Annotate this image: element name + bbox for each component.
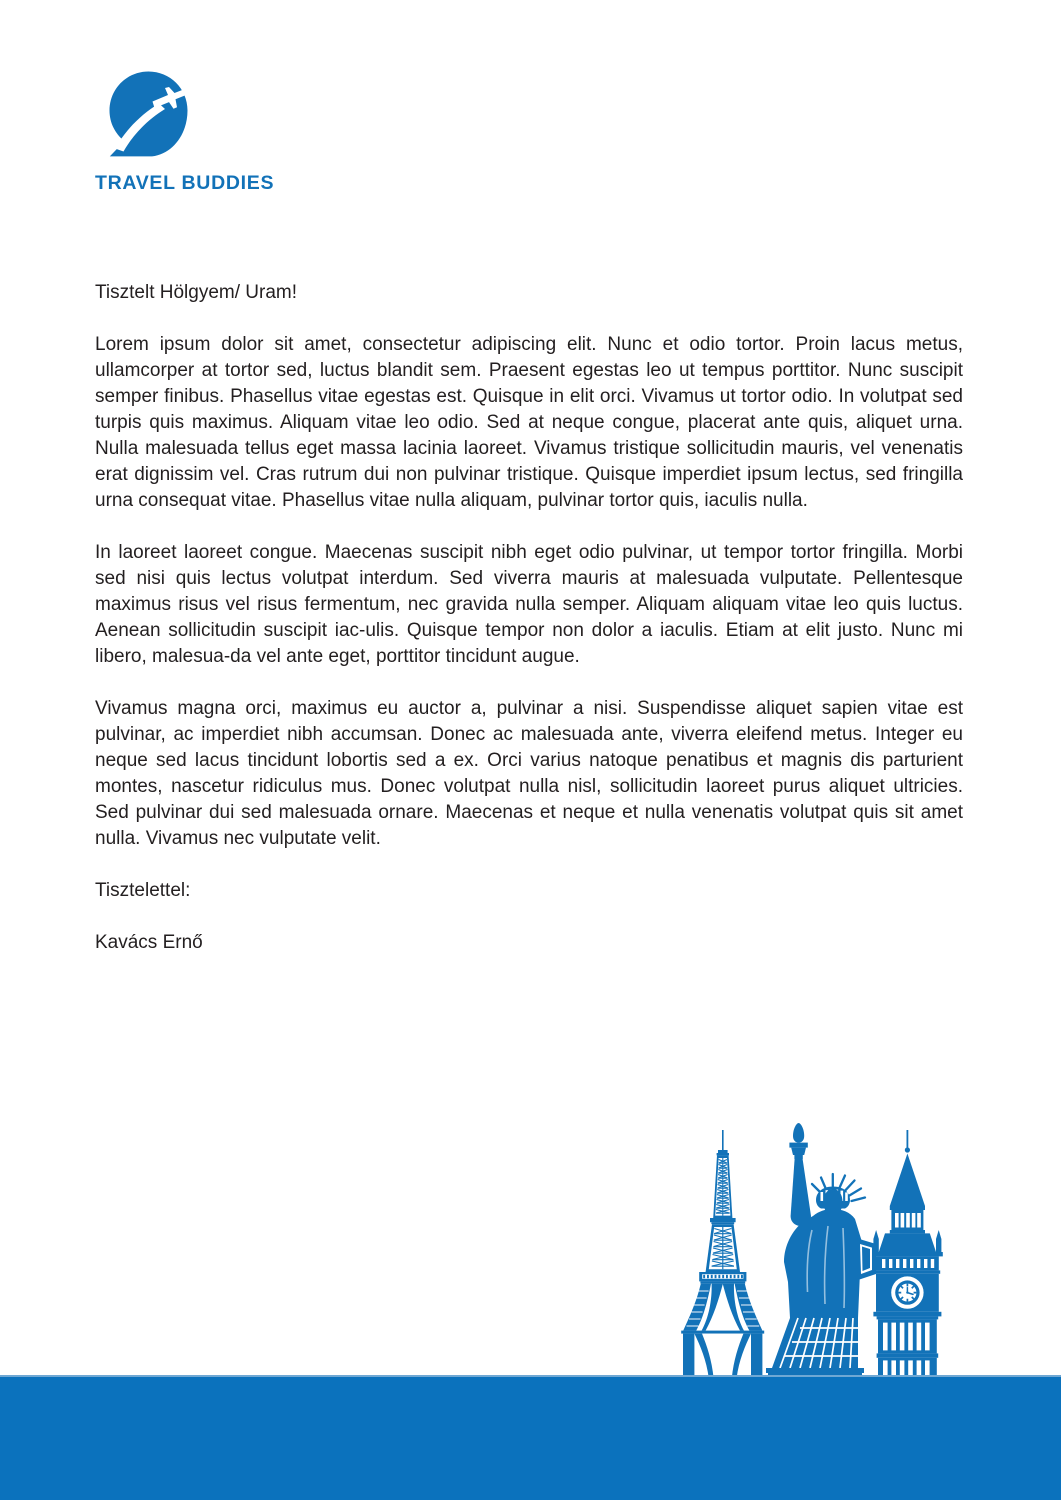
- letter-salutation: Tisztelt Hölgyem/ Uram!: [95, 282, 297, 303]
- big-ben-icon: [872, 1130, 943, 1380]
- statue-of-liberty-icon: [766, 1123, 876, 1378]
- eiffel-tower-icon: [681, 1130, 764, 1378]
- letter-closing: Tisztelettel:: [95, 880, 191, 901]
- letter-paragraph-1: Lorem ipsum dolor sit amet, consectetur adipiscing elit. Nunc et odio tortor. Proin lacus metus, ullamcorper at tortor sed, luctus blandit sem. Praesent egestas leo ut tempus porttitor. Nunc suscipit semper finibus. Phasellus vitae egestas est. Quisque in elit orci. Vivamus ut tortor odio. In volutpat sed turpis quis maximus. Aliquam vitae leo odio. Sed at neque congue, placerat ante quis, aliquet urna. Nulla malesuada tellus eget massa lacinia laoreet. Vivamus tristique sollicitudin mauris, vel venenatis erat dignissim vel. Cras rutrum dui non pulvinar tristique. Quisque imperdiet ipsum lectus, sed fringilla urna consequat vitae. Phasellus vitae nulla aliquam, pulvinar tortor quis, iaculis nulla.: [95, 334, 963, 511]
- letter-paragraph-3: Vivamus magna orci, maximus eu auctor a, pulvinar a nisi. Suspendisse aliquet sapien vitae est pulvinar, ac imperdiet nibh accumsan. Donec ac malesuada ante, viverra eleifend metus. Integer eu neque sed lacus tincidunt lobortis sed a ex. Orci varius natoque penatibus et magnis dis parturient montes, nascetur ridiculus mus. Donec volutpat nulla nisl, sollicitudin laoreet purus aliquet ultricies. Sed pulvinar dui sed malesuada ornare. Maecenas et neque et nulla venenatis volutpat quis sit amet nulla. Vivamus nec vulputate velit.: [95, 698, 963, 849]
- letter-paragraph-2: In laoreet laoreet congue. Maecenas suscipit nibh eget odio pulvinar, ut tempor tortor fringilla. Morbi sed nisi quis lectus volutpat interdum. Sed viverra mauris at malesuada vulputate. Pellentesque maximus risus vel risus fermentum, nec gravida nulla semper. Aliquam aliquam vitae leo quis luctus. Aenean sollicitudin suscipit iac-ulis. Quisque tempor non dolor a iaculis. Etiam at elit justo. Nunc mi libero, malesua-da vel ante eget, porttitor tincidunt augue.: [95, 542, 963, 667]
- brand-wordmark: TRAVEL BUDDIES: [95, 172, 275, 194]
- letterhead-logo-block: [95, 68, 395, 194]
- footer-bar: [0, 1377, 1061, 1500]
- letter-body: [95, 280, 963, 956]
- landmarks-illustration: [680, 1122, 970, 1380]
- letter-signature: Kavács Ernő: [95, 932, 203, 953]
- map-pin-airplane-icon: [95, 68, 205, 168]
